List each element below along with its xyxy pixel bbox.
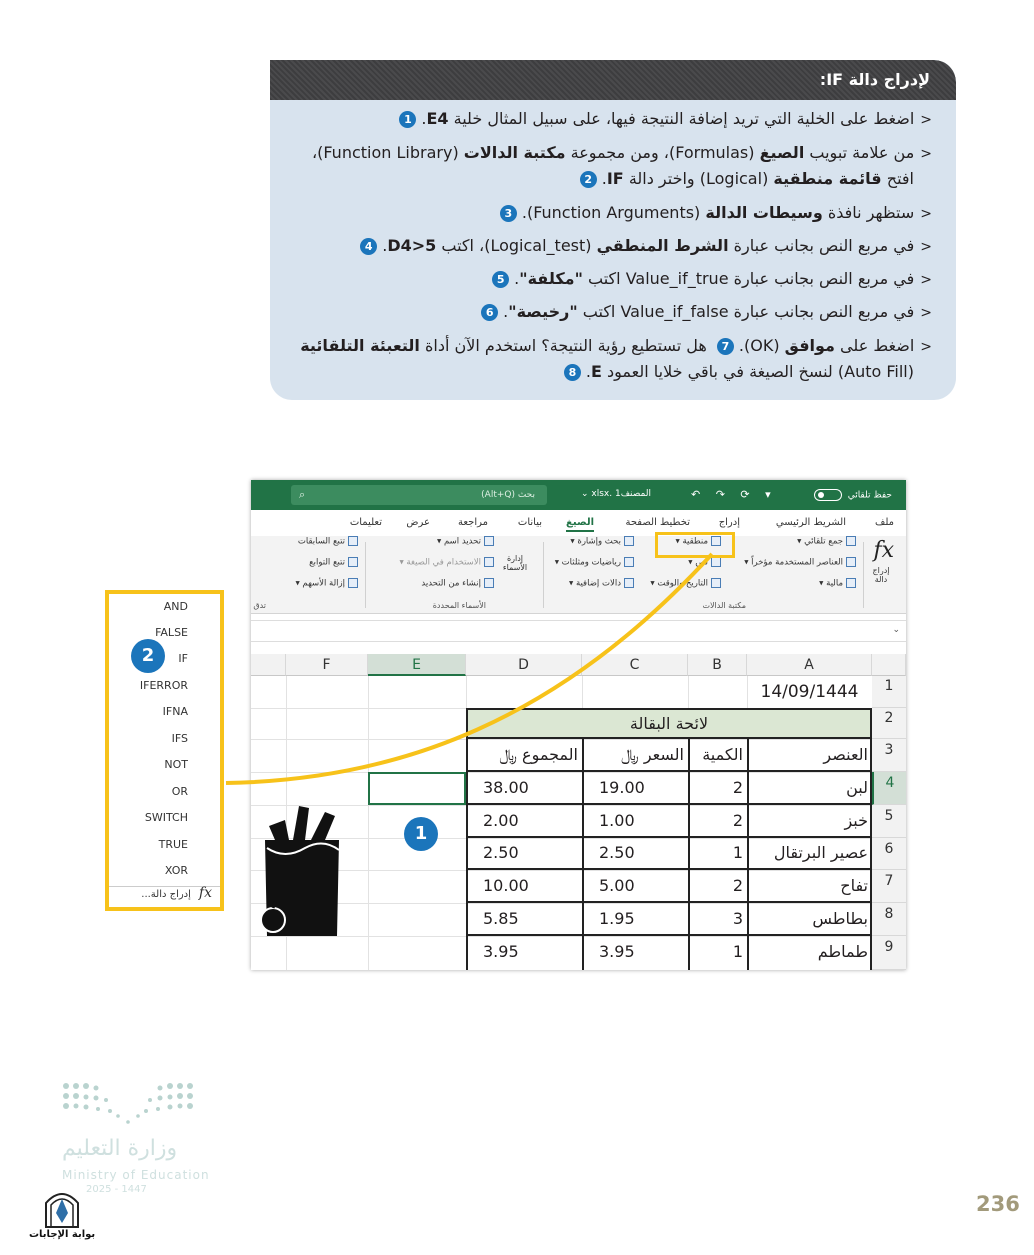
- more-functions-button[interactable]: دالات إضافية ▾: [569, 578, 634, 589]
- header-quantity[interactable]: الكمية: [702, 745, 743, 764]
- table-cell[interactable]: 5.85: [483, 909, 519, 928]
- menu-item-xor[interactable]: XOR: [164, 864, 188, 877]
- step-marker: 4: [360, 238, 377, 255]
- row-header-1[interactable]: 1: [872, 676, 906, 708]
- name-manager-button[interactable]: إدارة الأسماء: [502, 554, 528, 572]
- row-header-3[interactable]: 3: [872, 739, 906, 772]
- fx-icon: fx: [198, 885, 212, 901]
- step-1: <اضغط على الخلية التي تريد إضافة النتيجة فيها، على سبيل المثال خلية E4.1: [284, 106, 932, 133]
- group-label-names: الأسماء المحددة: [432, 601, 486, 610]
- table-cell[interactable]: 3.95: [599, 942, 635, 961]
- trace-dependents-button[interactable]: تتبع التوابع: [309, 557, 358, 568]
- tab-review[interactable]: مراجعة: [457, 517, 488, 528]
- table-cell[interactable]: لبن: [846, 778, 868, 797]
- table-cell[interactable]: 2: [732, 876, 743, 895]
- row-header-8[interactable]: 8: [872, 903, 906, 936]
- group-label-library: مكتبة الدالات: [702, 601, 746, 610]
- row-header-6[interactable]: 6: [872, 838, 906, 870]
- table-cell[interactable]: خبز: [844, 811, 868, 830]
- lookup-button[interactable]: بحث وإشارة ▾: [570, 536, 634, 547]
- step-marker: 6: [481, 304, 498, 321]
- autosum-button[interactable]: جمع تلقائي ▾: [797, 536, 856, 547]
- instruction-header: لإدراج دالة IF:: [270, 60, 956, 100]
- file-name[interactable]: المصنف1 .xlsx ⌄: [581, 489, 652, 499]
- menu-item-true[interactable]: TRUE: [158, 838, 188, 851]
- table-cell[interactable]: 1: [732, 843, 743, 862]
- menu-item-and[interactable]: AND: [163, 600, 188, 613]
- portal-logo-icon: [42, 1187, 82, 1229]
- row-header-7[interactable]: 7: [872, 870, 906, 903]
- menu-item-if[interactable]: IF: [178, 652, 188, 665]
- search-placeholder: بحث (Alt+Q): [481, 490, 535, 500]
- tab-view[interactable]: عرض: [406, 517, 430, 528]
- row-header-4[interactable]: 4: [872, 772, 906, 805]
- ministry-name-ar: وزارة التعليم: [62, 1136, 178, 1161]
- portal-name: بوابة الإجابات: [29, 1229, 96, 1240]
- use-in-formula-button[interactable]: الاستخدام في الصيغة ▾: [399, 557, 494, 568]
- insert-function-icon[interactable]: fx: [873, 538, 894, 563]
- trace-precedents-button[interactable]: تتبع السابقات: [298, 536, 358, 547]
- menu-item-ifs[interactable]: IFS: [171, 732, 188, 745]
- col-header-a[interactable]: A: [747, 654, 872, 676]
- step-marker: 5: [492, 271, 509, 288]
- ministry-logo-icon: [58, 1078, 198, 1130]
- financial-button[interactable]: مالية ▾: [819, 578, 856, 589]
- col-header-e[interactable]: E: [368, 654, 466, 676]
- table-cell[interactable]: عصير البرتقال: [773, 843, 868, 862]
- table-title[interactable]: لائحة البقالة: [466, 708, 872, 739]
- table-cell[interactable]: 10.00: [483, 876, 529, 895]
- page-number: 236: [976, 1192, 1020, 1216]
- row-header-2[interactable]: 2: [872, 708, 906, 739]
- table-cell[interactable]: 1: [732, 942, 743, 961]
- col-header-c[interactable]: C: [582, 654, 688, 676]
- step-7-line2: (Auto Fill) لنسخ الصيغة في باقي خلايا العمود E.8: [284, 359, 932, 385]
- row-header-9[interactable]: 9: [872, 936, 906, 970]
- table-cell[interactable]: بطاطس: [812, 909, 868, 928]
- step-6: <في مربع النص بجانب عبارة Value_if_false اكتب "رخيصة".6: [284, 299, 932, 326]
- step-marker: 2: [580, 171, 597, 188]
- tab-file[interactable]: ملف: [874, 517, 894, 528]
- tab-insert[interactable]: إدراج: [718, 517, 740, 528]
- menu-item-switch[interactable]: SWITCH: [144, 811, 188, 824]
- table-cell[interactable]: 2: [732, 811, 743, 830]
- create-from-selection-button[interactable]: إنشاء من التحديد: [421, 578, 494, 589]
- menu-item-or[interactable]: OR: [171, 785, 188, 798]
- logical-functions-menu: [105, 590, 224, 911]
- tab-help[interactable]: تعليمات: [349, 517, 382, 528]
- table-cell[interactable]: 38.00: [483, 778, 529, 797]
- table-cell[interactable]: 1.95: [599, 909, 635, 928]
- menu-item-insert-function[interactable]: fxإدراج دالة...: [141, 885, 212, 901]
- step-3: <ستظهر نافذة وسيطات الدالة (Function Arguments).3: [284, 200, 932, 227]
- row-header-5[interactable]: 5: [872, 805, 906, 838]
- header-total[interactable]: المجموع ﷼: [499, 745, 578, 764]
- menu-item-not[interactable]: NOT: [164, 758, 188, 771]
- step-2: <من علامة تبويب الصيغ (Formulas)، ومن مجموعة مكتبة الدالات (Function Library)،: [311, 143, 932, 162]
- step-marker-1: 1: [404, 817, 438, 851]
- step-marker-2: 2: [131, 639, 165, 673]
- quick-access-icons[interactable]: ↶ ↷ ⟳ ▾: [691, 488, 777, 501]
- menu-item-iferror[interactable]: IFERROR: [139, 679, 188, 692]
- math-button[interactable]: رياضيات ومثلثات ▾: [555, 557, 634, 568]
- tab-home[interactable]: الشريط الرئيسي: [775, 517, 846, 528]
- table-cell[interactable]: 3.95: [483, 942, 519, 961]
- datetime-button[interactable]: التاريخ والوقت ▾: [650, 578, 721, 589]
- header-item[interactable]: العنصر: [823, 745, 868, 764]
- step-2-line2: افتح قائمة منطقية (Logical) واختر دالة IF.2: [284, 166, 932, 192]
- table-cell[interactable]: 2.50: [483, 843, 519, 862]
- table-cell[interactable]: 1.00: [599, 811, 635, 830]
- recent-button[interactable]: العناصر المستخدمة مؤخراً ▾: [744, 557, 856, 568]
- group-label-audit: تدق: [253, 601, 266, 610]
- chevron-down-icon[interactable]: ⌄: [892, 625, 900, 635]
- menu-item-false[interactable]: FALSE: [155, 626, 188, 639]
- table-cell[interactable]: طماطم: [817, 942, 868, 961]
- step-marker: 3: [500, 205, 517, 222]
- table-cell[interactable]: تفاح: [840, 876, 868, 895]
- tab-page-layout[interactable]: تخطيط الصفحة: [625, 517, 690, 528]
- text-button[interactable]: نص ▾: [688, 557, 721, 568]
- table-cell[interactable]: 19.00: [599, 778, 645, 797]
- remove-arrows-button[interactable]: إزالة الأسهم ▾: [295, 578, 358, 589]
- menu-item-ifna[interactable]: IFNA: [162, 705, 188, 718]
- step-4: <في مربع النص بجانب عبارة الشرط المنطقي (Logical_test)، اكتب D4>5.4: [284, 233, 932, 260]
- col-header-b[interactable]: B: [688, 654, 747, 676]
- header-price[interactable]: السعر ﷼: [621, 745, 684, 764]
- step-5: <في مربع النص بجانب عبارة Value_if_true اكتب "مكلفة".5: [284, 266, 932, 293]
- ministry-year: 2025 - 1447: [86, 1184, 147, 1195]
- step-marker: 7: [717, 338, 734, 355]
- logical-button[interactable]: منطقية ▾: [676, 536, 721, 547]
- search-icon: ⌕: [299, 488, 306, 501]
- date-cell[interactable]: 14/09/1444: [760, 682, 859, 702]
- tab-data[interactable]: بيانات: [517, 517, 542, 528]
- table-cell[interactable]: 2.50: [599, 843, 635, 862]
- tab-formulas[interactable]: الصيغ: [566, 517, 594, 532]
- table-cell[interactable]: 3: [732, 909, 743, 928]
- col-header-d[interactable]: D: [466, 654, 582, 676]
- autosave-toggle[interactable]: حفظ تلقائي: [814, 489, 892, 501]
- define-name-button[interactable]: تحديد اسم ▾: [437, 536, 494, 547]
- table-cell[interactable]: 2.00: [483, 811, 519, 830]
- step-marker: 1: [399, 111, 416, 128]
- insert-function-button[interactable]: إدراج دالة: [872, 566, 890, 584]
- table-cell[interactable]: 5.00: [599, 876, 635, 895]
- table-cell[interactable]: 2: [732, 778, 743, 797]
- step-marker: 8: [564, 364, 581, 381]
- ministry-name-en: Ministry of Education: [62, 1168, 210, 1182]
- col-header-f[interactable]: F: [286, 654, 368, 676]
- step-7: <اضغط على موافق (OK).7 هل تستطيع رؤية النتيجة؟ استخدم الآن أداة التعبئة التلقائية: [300, 336, 932, 355]
